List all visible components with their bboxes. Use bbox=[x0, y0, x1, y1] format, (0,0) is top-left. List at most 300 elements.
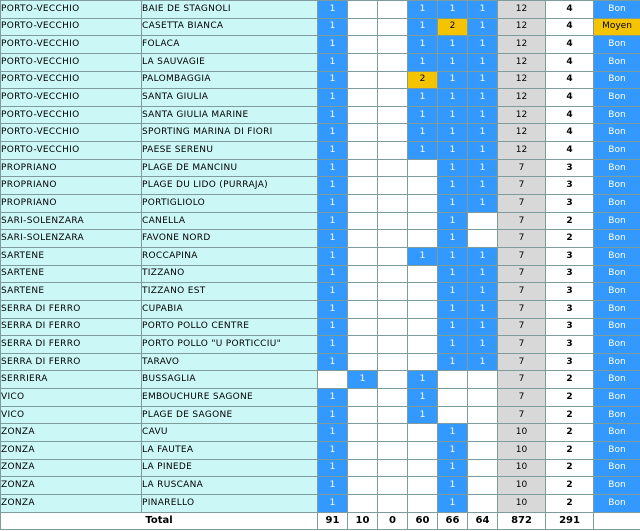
score-cell-c5: 1 bbox=[438, 212, 468, 230]
total-score-cell: 10 bbox=[498, 424, 546, 442]
score-cell-c6: 1 bbox=[468, 1, 498, 19]
score-cell-c1: 1 bbox=[318, 53, 348, 71]
score-cell-c4: 1 bbox=[408, 406, 438, 424]
commune-cell: ZONZA bbox=[1, 477, 142, 495]
commune-cell: VICO bbox=[1, 406, 142, 424]
category-cell: 3 bbox=[546, 300, 594, 318]
quality-badge: Bon bbox=[594, 195, 640, 213]
beach-cell: CASETTA BIANCA bbox=[142, 18, 318, 36]
score-cell-c4 bbox=[408, 195, 438, 213]
score-cell-c6 bbox=[468, 212, 498, 230]
score-cell-c2 bbox=[348, 1, 378, 19]
total-score-cell: 12 bbox=[498, 142, 546, 160]
score-cell-c4: 1 bbox=[408, 389, 438, 407]
table-row bbox=[1, 300, 640, 318]
score-cell-c2 bbox=[348, 353, 378, 371]
score-cell-c3 bbox=[378, 142, 408, 160]
quality-badge: Bon bbox=[594, 142, 640, 160]
score-cell-c4 bbox=[408, 459, 438, 477]
score-cell-c5: 1 bbox=[438, 424, 468, 442]
score-cell-c2 bbox=[348, 142, 378, 160]
score-cell-c3 bbox=[378, 230, 408, 248]
beach-cell: FAVONE NORD bbox=[142, 230, 318, 248]
score-cell-c4 bbox=[408, 283, 438, 301]
quality-badge: Bon bbox=[594, 424, 640, 442]
score-cell-c6 bbox=[468, 459, 498, 477]
quality-badge: Bon bbox=[594, 336, 640, 354]
score-cell-c2 bbox=[348, 53, 378, 71]
score-cell-c2 bbox=[348, 106, 378, 124]
score-cell-c5: 1 bbox=[438, 459, 468, 477]
quality-badge: Bon bbox=[594, 71, 640, 89]
quality-badge: Bon bbox=[594, 389, 640, 407]
score-cell-c2 bbox=[348, 265, 378, 283]
quality-badge: Bon bbox=[594, 406, 640, 424]
score-cell-c6 bbox=[468, 477, 498, 495]
score-cell-c3 bbox=[378, 177, 408, 195]
score-cell-c5: 1 bbox=[438, 36, 468, 54]
category-cell: 2 bbox=[546, 230, 594, 248]
beach-cell: PINARELLO bbox=[142, 494, 318, 512]
table-body bbox=[1, 1, 640, 513]
total-score-cell: 7 bbox=[498, 159, 546, 177]
score-cell-c2 bbox=[348, 406, 378, 424]
score-cell-c5: 1 bbox=[438, 494, 468, 512]
score-cell-c1: 1 bbox=[318, 353, 348, 371]
score-cell-c5: 1 bbox=[438, 177, 468, 195]
total-c1: 91 bbox=[318, 512, 348, 530]
score-cell-c1: 1 bbox=[318, 212, 348, 230]
table-row bbox=[1, 159, 640, 177]
score-cell-c2 bbox=[348, 318, 378, 336]
category-cell: 4 bbox=[546, 71, 594, 89]
beach-cell: TARAVO bbox=[142, 353, 318, 371]
beach-cell: CANELLA bbox=[142, 212, 318, 230]
table-row bbox=[1, 389, 640, 407]
score-cell-c2 bbox=[348, 177, 378, 195]
score-cell-c1: 1 bbox=[318, 494, 348, 512]
beach-cell: CAVU bbox=[142, 424, 318, 442]
table-row bbox=[1, 494, 640, 512]
table-row bbox=[1, 318, 640, 336]
score-cell-c3 bbox=[378, 318, 408, 336]
score-cell-c5: 2 bbox=[438, 18, 468, 36]
score-cell-c6: 1 bbox=[468, 336, 498, 354]
beach-cell: PORTO POLLO "U PORTICCIU" bbox=[142, 336, 318, 354]
score-cell-c3 bbox=[378, 18, 408, 36]
score-cell-c5: 1 bbox=[438, 142, 468, 160]
commune-cell: PORTO-VECCHIO bbox=[1, 18, 142, 36]
table-row bbox=[1, 371, 640, 389]
score-cell-c6: 1 bbox=[468, 195, 498, 213]
commune-cell: SARI-SOLENZARA bbox=[1, 212, 142, 230]
commune-cell: PROPRIANO bbox=[1, 195, 142, 213]
table-row bbox=[1, 124, 640, 142]
category-cell: 3 bbox=[546, 353, 594, 371]
score-cell-c3 bbox=[378, 159, 408, 177]
category-cell: 4 bbox=[546, 89, 594, 107]
score-cell-c2 bbox=[348, 283, 378, 301]
score-cell-c4 bbox=[408, 442, 438, 460]
total-label: Total bbox=[1, 512, 318, 530]
total-c6: 64 bbox=[468, 512, 498, 530]
total-score-cell: 7 bbox=[498, 265, 546, 283]
score-cell-c4: 1 bbox=[408, 1, 438, 19]
quality-badge: Bon bbox=[594, 36, 640, 54]
score-cell-c1: 1 bbox=[318, 1, 348, 19]
score-cell-c5: 1 bbox=[438, 477, 468, 495]
commune-cell: SERRA DI FERRO bbox=[1, 353, 142, 371]
score-cell-c2 bbox=[348, 159, 378, 177]
score-cell-c5: 1 bbox=[438, 336, 468, 354]
category-cell: 3 bbox=[546, 283, 594, 301]
quality-badge: Bon bbox=[594, 494, 640, 512]
commune-cell: SARI-SOLENZARA bbox=[1, 230, 142, 248]
score-cell-c6: 1 bbox=[468, 265, 498, 283]
score-cell-c3 bbox=[378, 494, 408, 512]
score-cell-c4 bbox=[408, 353, 438, 371]
score-cell-c1: 1 bbox=[318, 177, 348, 195]
total-tot: 872 bbox=[498, 512, 546, 530]
quality-badge: Bon bbox=[594, 442, 640, 460]
quality-badge: Bon bbox=[594, 283, 640, 301]
score-cell-c3 bbox=[378, 371, 408, 389]
category-cell: 3 bbox=[546, 159, 594, 177]
score-cell-c1: 1 bbox=[318, 283, 348, 301]
score-cell-c3 bbox=[378, 106, 408, 124]
category-cell: 4 bbox=[546, 36, 594, 54]
total-score-cell: 10 bbox=[498, 494, 546, 512]
total-score-cell: 7 bbox=[498, 353, 546, 371]
score-cell-c4 bbox=[408, 230, 438, 248]
score-cell-c2 bbox=[348, 336, 378, 354]
score-cell-c1: 1 bbox=[318, 142, 348, 160]
score-cell-c1: 1 bbox=[318, 459, 348, 477]
commune-cell: SERRIERA bbox=[1, 371, 142, 389]
score-cell-c6: 1 bbox=[468, 36, 498, 54]
quality-badge: Bon bbox=[594, 300, 640, 318]
category-cell: 3 bbox=[546, 336, 594, 354]
score-cell-c1: 1 bbox=[318, 106, 348, 124]
beach-cell: CUPABIA bbox=[142, 300, 318, 318]
score-cell-c6: 1 bbox=[468, 159, 498, 177]
commune-cell: ZONZA bbox=[1, 442, 142, 460]
total-c5: 66 bbox=[438, 512, 468, 530]
quality-badge: Bon bbox=[594, 230, 640, 248]
total-score-cell: 7 bbox=[498, 247, 546, 265]
score-cell-c6: 1 bbox=[468, 106, 498, 124]
beach-cell: PLAGE DE MANCINU bbox=[142, 159, 318, 177]
commune-cell: PORTO-VECCHIO bbox=[1, 71, 142, 89]
table-row bbox=[1, 195, 640, 213]
category-cell: 4 bbox=[546, 53, 594, 71]
commune-cell: VICO bbox=[1, 389, 142, 407]
score-cell-c5: 1 bbox=[438, 159, 468, 177]
score-cell-c4: 1 bbox=[408, 247, 438, 265]
score-cell-c1: 1 bbox=[318, 265, 348, 283]
score-cell-c5: 1 bbox=[438, 71, 468, 89]
commune-cell: PROPRIANO bbox=[1, 177, 142, 195]
beach-cell: TIZZANO EST bbox=[142, 283, 318, 301]
score-cell-c5: 1 bbox=[438, 89, 468, 107]
table-row bbox=[1, 1, 640, 19]
total-empty bbox=[594, 512, 640, 530]
score-cell-c4 bbox=[408, 212, 438, 230]
table-row bbox=[1, 89, 640, 107]
score-cell-c5: 1 bbox=[438, 300, 468, 318]
score-cell-c2 bbox=[348, 18, 378, 36]
score-cell-c3 bbox=[378, 424, 408, 442]
total-score-cell: 12 bbox=[498, 18, 546, 36]
score-cell-c6 bbox=[468, 371, 498, 389]
total-score-cell: 7 bbox=[498, 300, 546, 318]
total-c3: 0 bbox=[378, 512, 408, 530]
total-score-cell: 7 bbox=[498, 283, 546, 301]
score-cell-c3 bbox=[378, 389, 408, 407]
table-row bbox=[1, 459, 640, 477]
beach-cell: EMBOUCHURE SAGONE bbox=[142, 389, 318, 407]
category-cell: 4 bbox=[546, 1, 594, 19]
score-cell-c1: 1 bbox=[318, 300, 348, 318]
score-cell-c3 bbox=[378, 283, 408, 301]
category-cell: 3 bbox=[546, 265, 594, 283]
total-score-cell: 12 bbox=[498, 71, 546, 89]
score-cell-c4: 1 bbox=[408, 18, 438, 36]
category-cell: 3 bbox=[546, 195, 594, 213]
quality-badge: Bon bbox=[594, 53, 640, 71]
table-row bbox=[1, 18, 640, 36]
score-cell-c6 bbox=[468, 230, 498, 248]
score-cell-c1: 1 bbox=[318, 318, 348, 336]
category-cell: 4 bbox=[546, 142, 594, 160]
table-row bbox=[1, 442, 640, 460]
score-cell-c3 bbox=[378, 336, 408, 354]
score-cell-c1: 1 bbox=[318, 195, 348, 213]
score-cell-c2 bbox=[348, 89, 378, 107]
beach-cell: BUSSAGLIA bbox=[142, 371, 318, 389]
quality-badge: Bon bbox=[594, 1, 640, 19]
quality-badge: Bon bbox=[594, 459, 640, 477]
score-cell-c5: 1 bbox=[438, 195, 468, 213]
score-cell-c2 bbox=[348, 424, 378, 442]
score-cell-c5: 1 bbox=[438, 353, 468, 371]
total-score-cell: 7 bbox=[498, 195, 546, 213]
quality-badge: Bon bbox=[594, 159, 640, 177]
score-cell-c1: 1 bbox=[318, 36, 348, 54]
commune-cell: SERRA DI FERRO bbox=[1, 318, 142, 336]
total-score-cell: 10 bbox=[498, 477, 546, 495]
score-cell-c6 bbox=[468, 389, 498, 407]
score-cell-c4: 1 bbox=[408, 371, 438, 389]
total-score-cell: 10 bbox=[498, 459, 546, 477]
score-cell-c3 bbox=[378, 247, 408, 265]
score-cell-c3 bbox=[378, 477, 408, 495]
total-score-cell: 12 bbox=[498, 124, 546, 142]
beach-cell: PALOMBAGGIA bbox=[142, 71, 318, 89]
beach-cell: TIZZANO bbox=[142, 265, 318, 283]
table-row bbox=[1, 212, 640, 230]
table-row bbox=[1, 177, 640, 195]
category-cell: 2 bbox=[546, 371, 594, 389]
total-score-cell: 7 bbox=[498, 389, 546, 407]
score-cell-c6: 1 bbox=[468, 124, 498, 142]
commune-cell: SARTENE bbox=[1, 265, 142, 283]
quality-badge: Bon bbox=[594, 177, 640, 195]
total-c4: 60 bbox=[408, 512, 438, 530]
score-cell-c1: 1 bbox=[318, 230, 348, 248]
score-cell-c5: 1 bbox=[438, 442, 468, 460]
score-cell-c4: 2 bbox=[408, 71, 438, 89]
score-cell-c4 bbox=[408, 424, 438, 442]
beach-cell: ROCCAPINA bbox=[142, 247, 318, 265]
beach-cell: LA FAUTEA bbox=[142, 442, 318, 460]
score-cell-c5: 1 bbox=[438, 53, 468, 71]
commune-cell: PORTO-VECCHIO bbox=[1, 36, 142, 54]
score-cell-c1: 1 bbox=[318, 18, 348, 36]
table-row bbox=[1, 265, 640, 283]
score-cell-c1: 1 bbox=[318, 124, 348, 142]
table-row bbox=[1, 477, 640, 495]
table-row bbox=[1, 424, 640, 442]
total-score-cell: 7 bbox=[498, 318, 546, 336]
score-cell-c5: 1 bbox=[438, 124, 468, 142]
total-score-cell: 7 bbox=[498, 336, 546, 354]
score-cell-c4 bbox=[408, 318, 438, 336]
commune-cell: PROPRIANO bbox=[1, 159, 142, 177]
score-cell-c1: 1 bbox=[318, 442, 348, 460]
quality-badge: Bon bbox=[594, 353, 640, 371]
score-cell-c6: 1 bbox=[468, 18, 498, 36]
category-cell: 2 bbox=[546, 459, 594, 477]
commune-cell: PORTO-VECCHIO bbox=[1, 89, 142, 107]
score-cell-c3 bbox=[378, 71, 408, 89]
quality-badge: Bon bbox=[594, 247, 640, 265]
score-cell-c1: 1 bbox=[318, 71, 348, 89]
commune-cell: PORTO-VECCHIO bbox=[1, 1, 142, 19]
score-cell-c4: 1 bbox=[408, 53, 438, 71]
score-cell-c6 bbox=[468, 494, 498, 512]
total-score-cell: 12 bbox=[498, 106, 546, 124]
score-cell-c2 bbox=[348, 36, 378, 54]
score-cell-c2 bbox=[348, 494, 378, 512]
beach-cell: SANTA GIULIA MARINE bbox=[142, 106, 318, 124]
quality-badge: Bon bbox=[594, 212, 640, 230]
score-cell-c6: 1 bbox=[468, 177, 498, 195]
beach-cell: SANTA GIULIA bbox=[142, 89, 318, 107]
table-row bbox=[1, 283, 640, 301]
category-cell: 3 bbox=[546, 247, 594, 265]
score-cell-c2 bbox=[348, 195, 378, 213]
category-cell: 4 bbox=[546, 18, 594, 36]
score-cell-c3 bbox=[378, 406, 408, 424]
score-cell-c6: 1 bbox=[468, 318, 498, 336]
score-cell-c3 bbox=[378, 89, 408, 107]
total-score-cell: 12 bbox=[498, 36, 546, 54]
score-cell-c5: 1 bbox=[438, 247, 468, 265]
score-cell-c5: 1 bbox=[438, 106, 468, 124]
commune-cell: ZONZA bbox=[1, 459, 142, 477]
total-score-cell: 12 bbox=[498, 89, 546, 107]
score-cell-c1: 1 bbox=[318, 159, 348, 177]
beach-cell: PORTO POLLO CENTRE bbox=[142, 318, 318, 336]
quality-badge: Bon bbox=[594, 89, 640, 107]
score-cell-c4 bbox=[408, 300, 438, 318]
total-score-cell: 7 bbox=[498, 230, 546, 248]
score-cell-c4 bbox=[408, 477, 438, 495]
score-cell-c5: 1 bbox=[438, 230, 468, 248]
score-cell-c2 bbox=[348, 212, 378, 230]
total-score-cell: 7 bbox=[498, 212, 546, 230]
quality-badge: Bon bbox=[594, 371, 640, 389]
total-c2: 10 bbox=[348, 512, 378, 530]
score-cell-c1: 1 bbox=[318, 424, 348, 442]
score-cell-c6: 1 bbox=[468, 300, 498, 318]
category-cell: 2 bbox=[546, 442, 594, 460]
score-cell-c2 bbox=[348, 71, 378, 89]
commune-cell: ZONZA bbox=[1, 494, 142, 512]
score-cell-c6 bbox=[468, 442, 498, 460]
total-score-cell: 7 bbox=[498, 406, 546, 424]
category-cell: 2 bbox=[546, 477, 594, 495]
score-cell-c3 bbox=[378, 265, 408, 283]
score-cell-c3 bbox=[378, 300, 408, 318]
score-cell-c6: 1 bbox=[468, 353, 498, 371]
commune-cell: PORTO-VECCHIO bbox=[1, 106, 142, 124]
score-cell-c3 bbox=[378, 1, 408, 19]
quality-badge: Moyen bbox=[594, 18, 640, 36]
score-cell-c4: 1 bbox=[408, 36, 438, 54]
beach-cell: PAESE SERENU bbox=[142, 142, 318, 160]
commune-cell: PORTO-VECCHIO bbox=[1, 53, 142, 71]
score-cell-c2: 1 bbox=[348, 371, 378, 389]
commune-cell: PORTO-VECCHIO bbox=[1, 142, 142, 160]
score-cell-c1: 1 bbox=[318, 247, 348, 265]
quality-badge: Bon bbox=[594, 477, 640, 495]
category-cell: 3 bbox=[546, 318, 594, 336]
score-cell-c1: 1 bbox=[318, 336, 348, 354]
score-cell-c2 bbox=[348, 300, 378, 318]
score-cell-c6: 1 bbox=[468, 89, 498, 107]
quality-badge: Bon bbox=[594, 265, 640, 283]
score-cell-c6 bbox=[468, 406, 498, 424]
score-cell-c1: 1 bbox=[318, 89, 348, 107]
score-cell-c4 bbox=[408, 336, 438, 354]
score-cell-c3 bbox=[378, 124, 408, 142]
score-cell-c4 bbox=[408, 177, 438, 195]
score-cell-c4: 1 bbox=[408, 142, 438, 160]
score-cell-c4 bbox=[408, 159, 438, 177]
category-cell: 3 bbox=[546, 177, 594, 195]
score-cell-c4 bbox=[408, 265, 438, 283]
score-cell-c1: 1 bbox=[318, 477, 348, 495]
commune-cell: PORTO-VECCHIO bbox=[1, 124, 142, 142]
score-cell-c5 bbox=[438, 371, 468, 389]
table-row bbox=[1, 336, 640, 354]
category-cell: 2 bbox=[546, 424, 594, 442]
beach-cell: SPORTING MARINA DI FIORI bbox=[142, 124, 318, 142]
total-row bbox=[1, 512, 640, 530]
score-cell-c1: 1 bbox=[318, 406, 348, 424]
score-cell-c5 bbox=[438, 389, 468, 407]
score-cell-c6: 1 bbox=[468, 283, 498, 301]
score-cell-c2 bbox=[348, 124, 378, 142]
beach-cell: LA PINEDE bbox=[142, 459, 318, 477]
beach-cell: PORTIGLIOLO bbox=[142, 195, 318, 213]
score-cell-c2 bbox=[348, 442, 378, 460]
total-score-cell: 7 bbox=[498, 177, 546, 195]
commune-cell: ZONZA bbox=[1, 424, 142, 442]
total-score-cell: 12 bbox=[498, 53, 546, 71]
